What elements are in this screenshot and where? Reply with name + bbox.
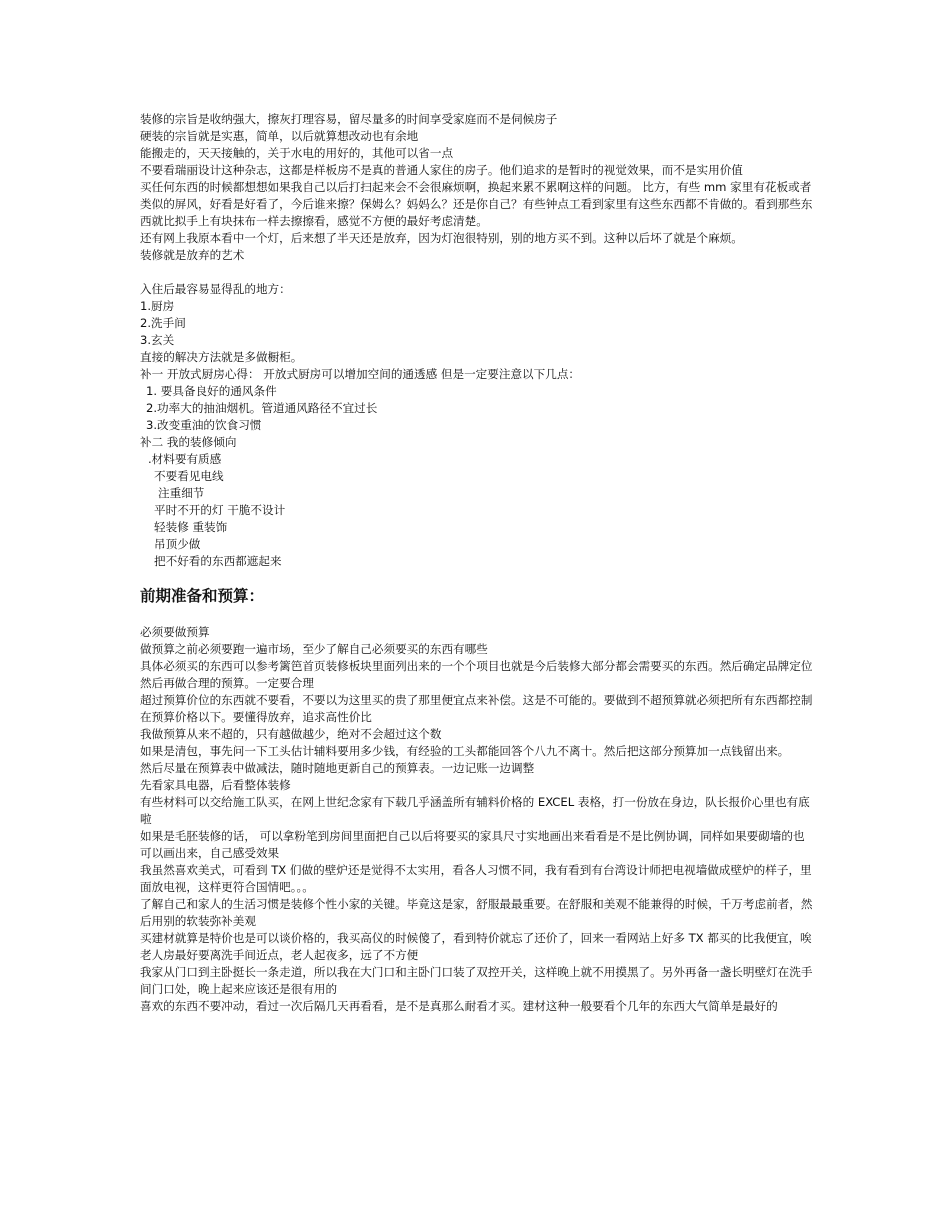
messy-places-section (140, 281, 816, 366)
list-item: 3.改变重油的饮食习惯 (146, 418, 262, 432)
paragraph: 能搬走的，天天接触的，关于水电的用好的，其他可以省一点 (140, 146, 454, 160)
paragraph: 有些材料可以交给施工队买，在网上世纪念家有下载几乎涵盖所有辅料价格的 EXCEL 表格，打一份放在身边，队长报价心里也有底啦 (140, 795, 810, 826)
list-item: 轻装修 重装饰 (154, 520, 228, 534)
list-item: 注重细节 (158, 486, 205, 500)
paragraph: 我做预算从来不超的，只有越做越少，绝对不会超过这个数 (140, 727, 442, 741)
paragraph: 具体必须买的东西可以参考篱笆首页装修板块里面列出来的一个个项目也就是今后装修大部分都会需要买的东西。然后确定品牌定位 (140, 659, 813, 673)
spacer (140, 264, 816, 281)
paragraph: 超过预算价位的东西就不要看，不要以为这里买的贵了那里便宜点来补偿。这是不可能的。要做到不超预算就必须把所有东西都控制在预算价格以下。要懂得放弃，追求高性价比 (140, 693, 813, 724)
paragraph: 我家从门口到主卧挺长一条走道，所以我在大门口和主卧门口装了双控开关，这样晚上就不用摸黑了。另外再备一盏长明壁灯在洗手间门口处，晚上起来应该还是很有用的 (140, 965, 813, 996)
paragraph: 如果是毛胚装修的话， 可以拿粉笔到房间里面把自己以后将要买的家具尺寸实地画出来看看是不是比例协调，同样如果要砌墙的也可以画出来，自己感受效果 (140, 829, 805, 860)
section-title: 补一 开放式厨房心得： 开放式厨房可以增加空间的通透感 但是一定要注意以下几点： (140, 367, 581, 381)
paragraph: 装修的宗旨是收纳强大，擦灰打理容易，留尽量多的时间享受家庭而不是伺候房子 (140, 112, 558, 126)
budget-section (140, 624, 816, 1015)
list-item: 把不好看的东西都遮起来 (154, 554, 282, 568)
section-title: 入住后最容易显得乱的地方： (140, 282, 291, 296)
paragraph: 然后尽量在预算表中做减法，随时随地更新自己的预算表。一边记账一边调整 (140, 761, 535, 775)
list-item: 3.玄关 (140, 333, 175, 347)
list-item: 1. 要具备良好的通风条件 (146, 384, 277, 398)
list-item: 不要看见电线 (154, 469, 224, 483)
paragraph: 装修就是放弃的艺术 (140, 248, 245, 262)
paragraph: 先看家具电器，后看整体装修 (140, 778, 291, 792)
list-item: 1.厨房 (140, 299, 175, 313)
paragraph: 了解自己和家人的生活习惯是装修个性小家的关键。毕竟这是家，舒服最最重要。在舒服和美观不能兼得的时候，千万考虑前者，然后用别的软装弥补美观 (140, 897, 813, 928)
paragraph: 我虽然喜欢美式，可看到 TX 们做的壁炉还是觉得不太实用，看各人习惯不同，我有看到有台湾设计师把电视墙做成壁炉的样子，里面放电视，这样更符合国情吧。。。 (140, 863, 812, 894)
list-item: 2.功率大的抽油烟机。管道通风路径不宜过长 (146, 401, 378, 415)
open-kitchen-section (140, 366, 816, 434)
paragraph: 必须要做预算 (140, 625, 210, 639)
paragraph: 买建材就算是特价也是可以谈价格的，我买高仪的时候傻了，看到特价就忘了还价了，回来一看网站上好多 TX 都买的比我便宜，唉 (140, 931, 812, 945)
intro-section (140, 111, 816, 264)
list-item: .材料要有质感 (148, 452, 222, 466)
list-item: 平时不开的灯 干脆不设计 (154, 503, 286, 517)
paragraph: 硬装的宗旨就是实惠，简单，以后就算想改动也有余地 (140, 129, 419, 143)
renovation-preference-section (140, 434, 816, 570)
paragraph: 不要看瑞丽设计这种杂志，这都是样板房不是真的普通人家住的房子。他们追求的是暂时的视觉效果，而不是实用价值 (140, 163, 743, 177)
list-item: 吊顶少做 (154, 537, 201, 551)
paragraph: 买任何东西的时候都想想如果我自己以后打扫起来会不会很麻烦啊，换起来累不累啊这样的问题。 比方，有些 mm 家里有花板或者类似的屏风，好看是好看了，今后谁来擦？保姆么？妈妈么？还是你自己？有些钟点工看到家里有这些东西都不肯做的。看到那些东西就比拟手上有块抹布一样去擦擦看，感觉不方便的最好考虑清楚。 (140, 180, 813, 228)
section-title: 补二 我的装修倾向 (140, 435, 237, 449)
paragraph: 老人房最好要离洗手间近点，老人起夜多，远了不方便 (140, 948, 419, 962)
section-heading: 前期准备和预算： (140, 587, 265, 605)
paragraph: 还有网上我原本看中一个灯，后来想了半天还是放弃，因为灯泡很特别，别的地方买不到。这种以后坏了就是个麻烦。 (140, 231, 743, 245)
paragraph: 然后再做合理的预算。一定要合理 (140, 676, 314, 690)
paragraph: 如果是清包，事先问一下工头估计辅料要用多少钱，有经验的工头都能回答个八九不离十。然后把这部分预算加一点钱留出来。 (140, 744, 790, 758)
paragraph: 直接的解决方法就是多做橱柜。 (140, 350, 303, 364)
paragraph: 喜欢的东西不要冲动，看过一次后隔几天再看看，是不是真那么耐看才买。建材这种一般要看个几年的东西大气简单是最好的 (140, 999, 778, 1013)
document-page (140, 111, 816, 1015)
list-item: 2.洗手间 (140, 316, 186, 330)
paragraph: 做预算之前必须要跑一遍市场，至少了解自己必须要买的东西有哪些 (140, 642, 488, 656)
